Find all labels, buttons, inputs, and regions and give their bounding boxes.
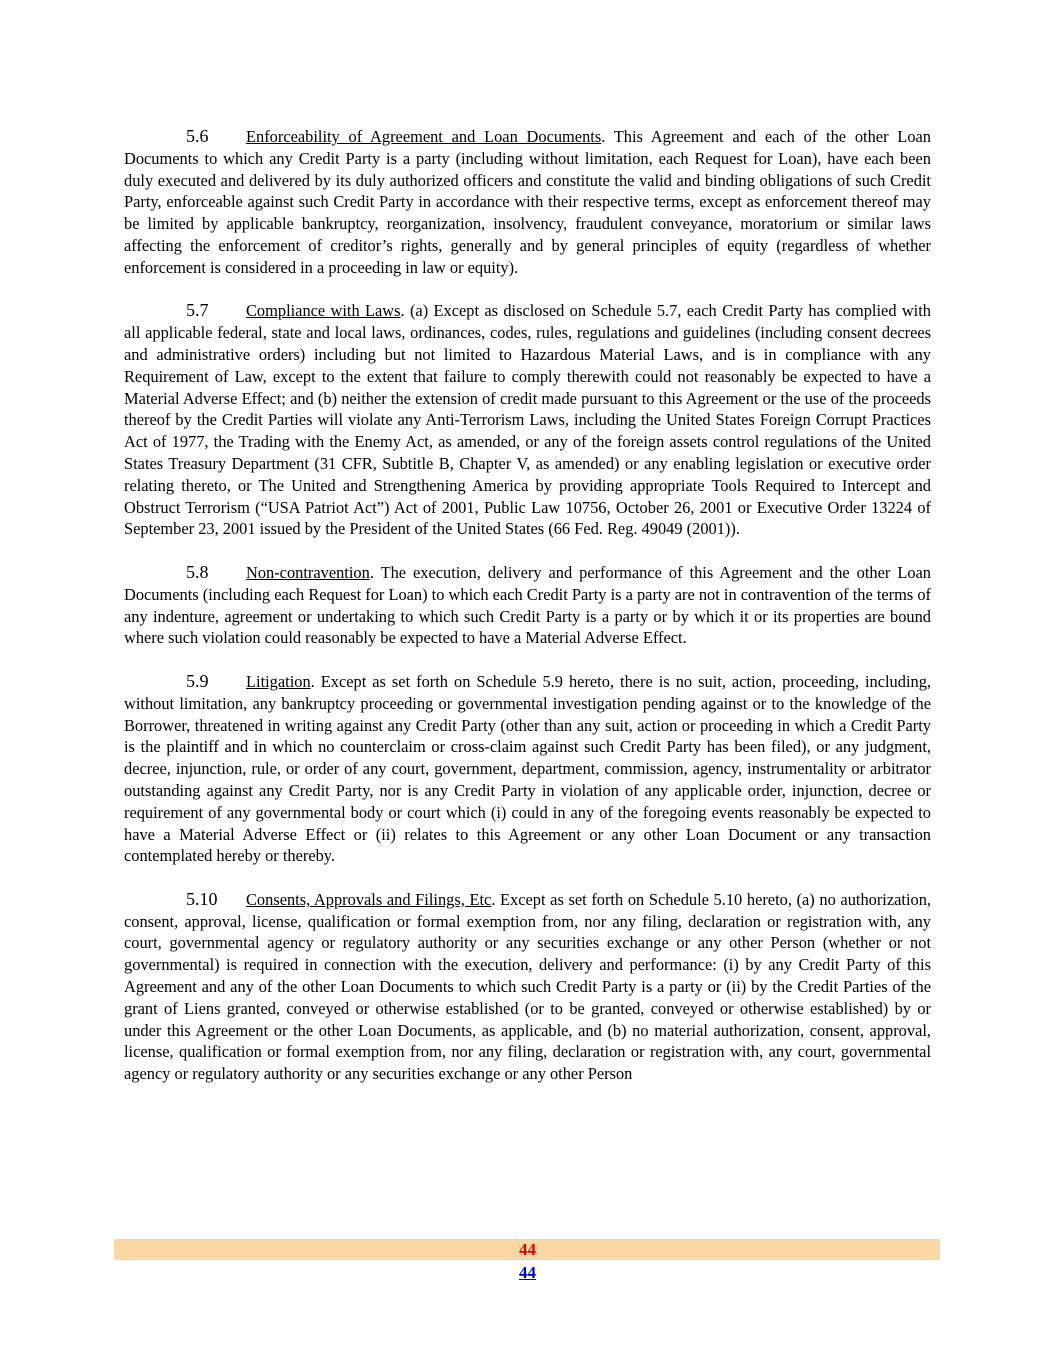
section-heading: Non-contravention — [246, 562, 370, 582]
section-text: . (a) Except as disclosed on Schedule 5.7, each Credit Party has complied with all applicable federal, state and local laws, ordinances, codes, rules, regulations and guidelines (including consent decrees and administrative orders) including but not limited to Hazardous Material Laws, and is in compliance with any Requirement of Law, except to the extent that failure to comply therewith could not reasonably be expected to have a Material Adverse Effect; and (b) neither the extension of credit made pursuant to this Agreement or the use of the proceeds thereof by the Credit Parties will violate any Anti-Terrorism Laws, including the United States Foreign Corrupt Practices Act of 1977, the Trading with the Enemy Act, as amended, or any of the foreign assets control regulations of the United States Treasury Department (31 CFR, Subtitle B, Chapter V, as amended) or any enabling legislation or executive order relating thereto, or The United and Strengthening America by providing appropriate Tools Required to Intercept and Obstruct Terrorism (“USA Patriot Act”) Act of 2001, Public Law 10756, October 26, 2001 or Executive Order 13224 of September 23, 2001 issued by the President of the United States (66 Fed. Reg. 49049 (2001)). — [124, 301, 931, 539]
section-heading: Consents, Approvals and Filings, Etc — [246, 889, 492, 909]
section-text: . This Agreement and each of the other Loan Documents to which any Credit Party is a party (including without limitation, each Request for Loan), have each been duly executed and delivered by its duly authorized officers and constitute the valid and binding obligations of such Credit Party, enforceable against such Credit Party in accordance with their respective terms, except as enforcement thereof may be limited by applicable bankruptcy, reorganization, insolvency, fraudulent conveyance, moratorium or similar laws affecting the enforcement of creditor’s rights, generally and by general principles of equity (regardless of whether enforcement is considered in a proceeding in law or equity). — [124, 127, 931, 277]
section-text: . Except as set forth on Schedule 5.10 hereto, (a) no authorization, consent, approval, license, qualification or formal exemption from, nor any filing, declaration or registration with, any court, governmental agency or regulatory authority or any securities exchange or any other Person (whether or not governmental) is required in connection with the execution, delivery and performance: (i) by any Credit Party of this Agreement and any of the other Loan Documents to which such Credit Party is a party or (ii) by the Credit Parties of the grant of Liens granted, conveyed or otherwise established (or to be granted, conveyed or otherwise established) by or under this Agreement or the other Loan Documents, as applicable, and (b) no material authorization, consent, approval, license, qualification or formal exemption from, nor any filing, declaration or registration with, any court, governmental agency or regulatory authority or any securities exchange or any other Person — [124, 889, 932, 1084]
section-5-7 — [124, 300, 931, 540]
section-heading: Litigation — [246, 671, 311, 691]
section-heading: Enforceability of Agreement and Loan Documents — [246, 127, 602, 146]
page-number-link[interactable]: 44 — [519, 1263, 536, 1282]
section-5-10 — [124, 889, 931, 1085]
section-number: 5.9 — [186, 670, 209, 691]
section-number: 5.6 — [186, 126, 209, 146]
section-number: 5.7 — [186, 300, 209, 321]
page-number: 44 — [519, 1240, 536, 1259]
section-number: 5.10 — [186, 888, 218, 909]
section-5-8 — [124, 562, 931, 649]
section-5-9 — [124, 671, 931, 867]
section-text: . Except as set forth on Schedule 5.9 hereto, there is no suit, action, proceeding, including, without limitation, any bankruptcy proceeding or governmental investigation pending against or to the knowledge of the Borrower, threatened in writing against any Credit Party (other than any suit, action or proceeding in which a Credit Party is the plaintiff and in which no counterclaim or cross-claim against such Credit Party has been filed), or any judgment, decree, injunction, rule, or order of any court, government, department, commission, agency, instrumentality or arbitrator outstanding against any Credit Party, nor is any Credit Party in violation of any applicable order, injunction, decree or requirement of any governmental body or court which (i) could in any of the foregoing events reasonably be expected to have a Material Adverse Effect or (ii) relates to this Agreement or any other Loan Document or any transaction contemplated hereby or thereby. — [124, 671, 931, 866]
section-heading: Compliance with Laws — [246, 301, 401, 321]
section-text: . The execution, delivery and performance of this Agreement and the other Loan Documents (including each Request for Loan) to which each Credit Party is a party are not in contravention of the terms of any indenture, agreement or undertaking to which such Credit Party is a party or by which it or its properties are bound where such violation could reasonably be expected to have a Material Adverse Effect. — [124, 562, 931, 648]
section-5-6 — [124, 126, 931, 279]
section-number: 5.8 — [186, 561, 209, 582]
document-body — [124, 126, 931, 1107]
